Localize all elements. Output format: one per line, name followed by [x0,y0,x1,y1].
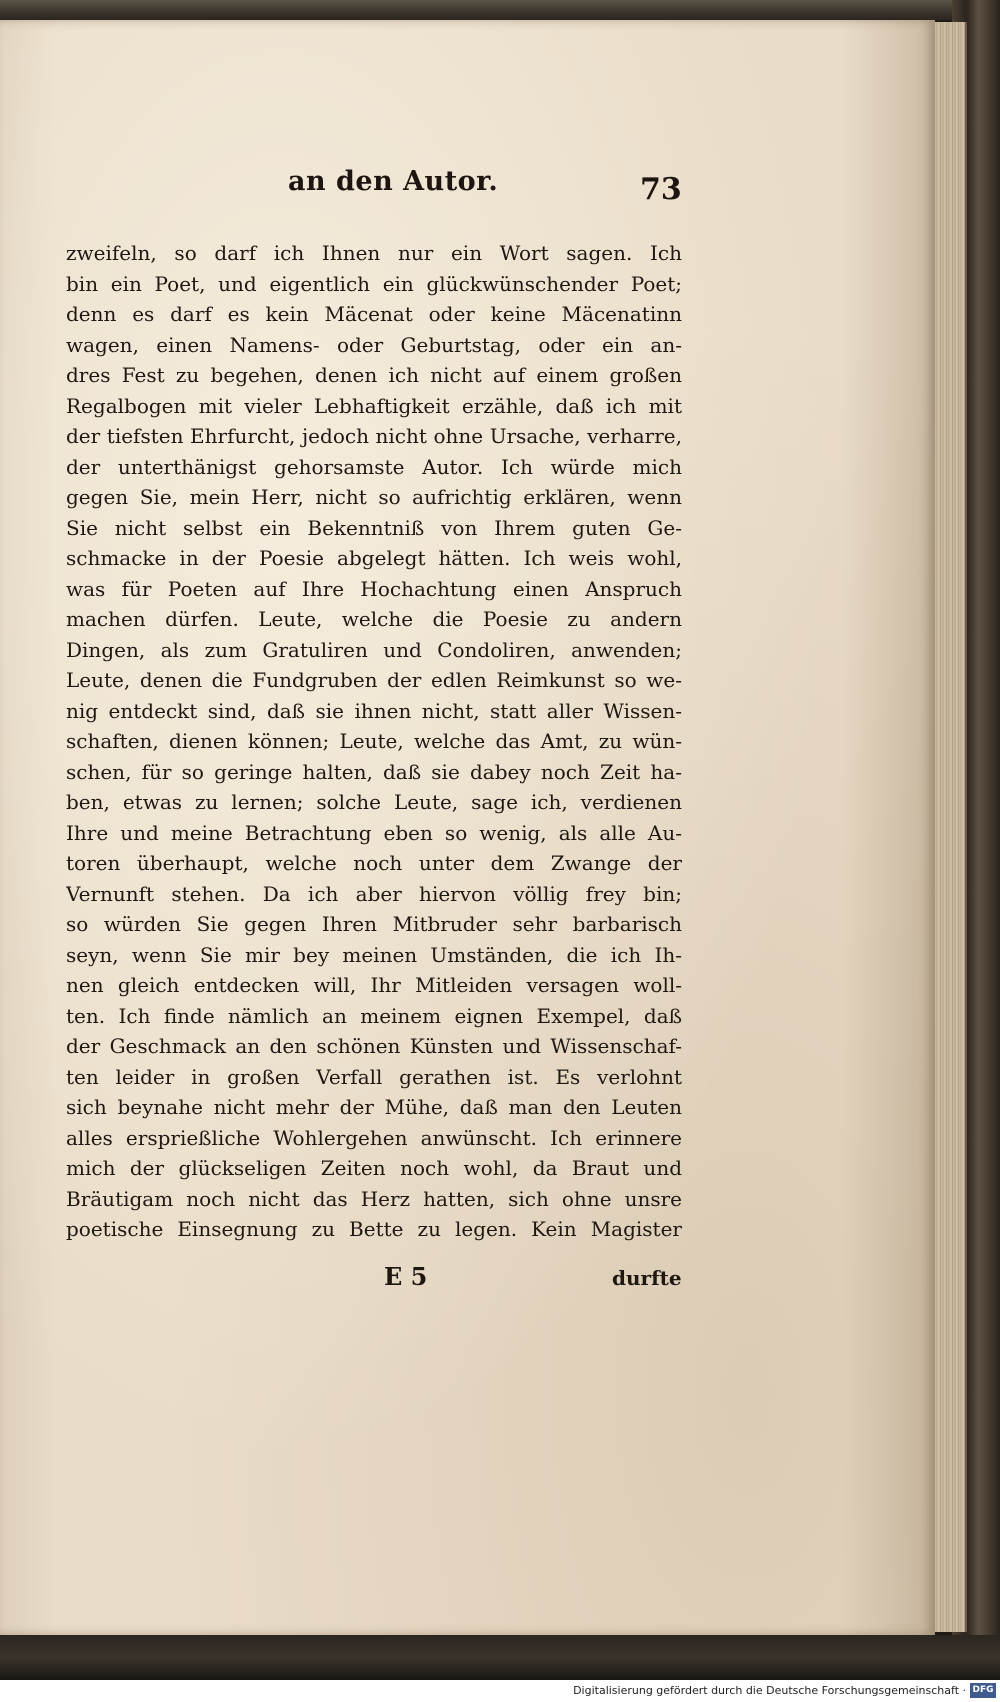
text-line: Bräutigam noch nicht das Herz hatten, sich ohne unsre [66,1186,682,1211]
text-line: was für Poeten auf Ihre Hochachtung einen Anspruch [66,576,682,601]
text-line: Dingen, als zum Gratuliren und Condoliren, anwenden; [66,637,682,662]
top-book-edge [0,0,1000,20]
text-line: bin ein Poet, und eigentlich ein glückwünschender Poet; [66,271,682,296]
text-line: nig entdeckt sind, daß sie ihnen nicht, statt aller Wissen- [66,698,682,723]
text-line: schaften, dienen können; Leute, welche das Amt, zu wün- [66,729,682,753]
body-text [66,238,682,1245]
text-line: alles ersprießliche Wohlergehen anwünscht. Ich erinnere [66,1125,682,1150]
dfg-logo-badge: DFG [970,1683,996,1698]
text-line: ben, etwas zu lernen; solche Leute, sage ich, verdienen [66,790,682,814]
text-line: ten leider in großen Verfall gerathen ist. Es verlohnt [66,1064,682,1089]
text-line: schen, für so geringe halten, daß sie dabey noch Zeit ha- [66,759,682,784]
text-line: denn es darf es kein Mäcenat oder keine Mäcenatinn [66,302,682,326]
text-line: wagen, einen Namens- oder Geburtstag, oder ein an- [66,332,682,357]
text-line: Sie nicht selbst ein Bekenntniß von Ihrem guten Ge- [66,515,682,540]
text-line: der Geschmack an den schönen Künsten und Wissenschaf- [66,1034,682,1058]
bottom-book-edge [0,1635,1000,1680]
text-line: so würden Sie gegen Ihren Mitbruder sehr barbarisch [66,912,682,936]
text-line: schmacke in der Poesie abgelegt hätten. Ich weis wohl, [66,546,682,570]
footer-credit: Digitalisierung gefördert durch die Deutsche Forschungsgemeinschaft · [573,1684,966,1697]
text-line: Leute, denen die Fundgruben der edlen Reimkunst so we- [66,668,682,692]
text-line: poetische Einsegnung zu Bette zu legen. Kein Magister [66,1217,682,1241]
text-line: sich beynahe nicht mehr der Mühe, daß man den Leuten [66,1095,682,1119]
text-line: machen dürfen. Leute, welche die Poesie zu andern [66,607,682,631]
text-line: nen gleich entdecken will, Ihr Mitleiden versagen woll- [66,973,682,997]
text-line: der unterthänigst gehorsamste Autor. Ich würde mich [66,454,682,479]
text-line: Vernunft stehen. Da ich aber hiervon völlig frey bin; [66,881,682,906]
text-line: Regalbogen mit vieler Lebhaftigkeit erzähle, daß ich mit [66,393,682,418]
text-line: dres Fest zu begehen, denen ich nicht auf einem großen [66,363,682,387]
text-line: ten. Ich finde nämlich an meinem eignen Exempel, daß [66,1003,682,1028]
text-line: der tiefsten Ehrfurcht, jedoch nicht ohne Ursache, verharre, [66,424,682,448]
text-line: mich der glückseligen Zeiten noch wohl, da Braut und [66,1156,682,1180]
catchword: durfte [612,1266,682,1290]
text-line: toren überhaupt, welche noch unter dem Zwange der [66,851,682,875]
text-line: seyn, wenn Sie mir bey meinen Umständen, die ich Ih- [66,942,682,967]
text-line: zweifeln, so darf ich Ihnen nur ein Wort sagen. Ich [66,241,682,265]
running-head: an den Autor. [288,166,499,197]
signature-mark: E 5 [384,1262,428,1291]
page-number: 73 [640,172,682,207]
text-line: gegen Sie, mein Herr, nicht so aufrichtig erklären, wenn [66,485,682,509]
text-line: Ihre und meine Betrachtung eben so wenig, als alle Au- [66,820,682,845]
